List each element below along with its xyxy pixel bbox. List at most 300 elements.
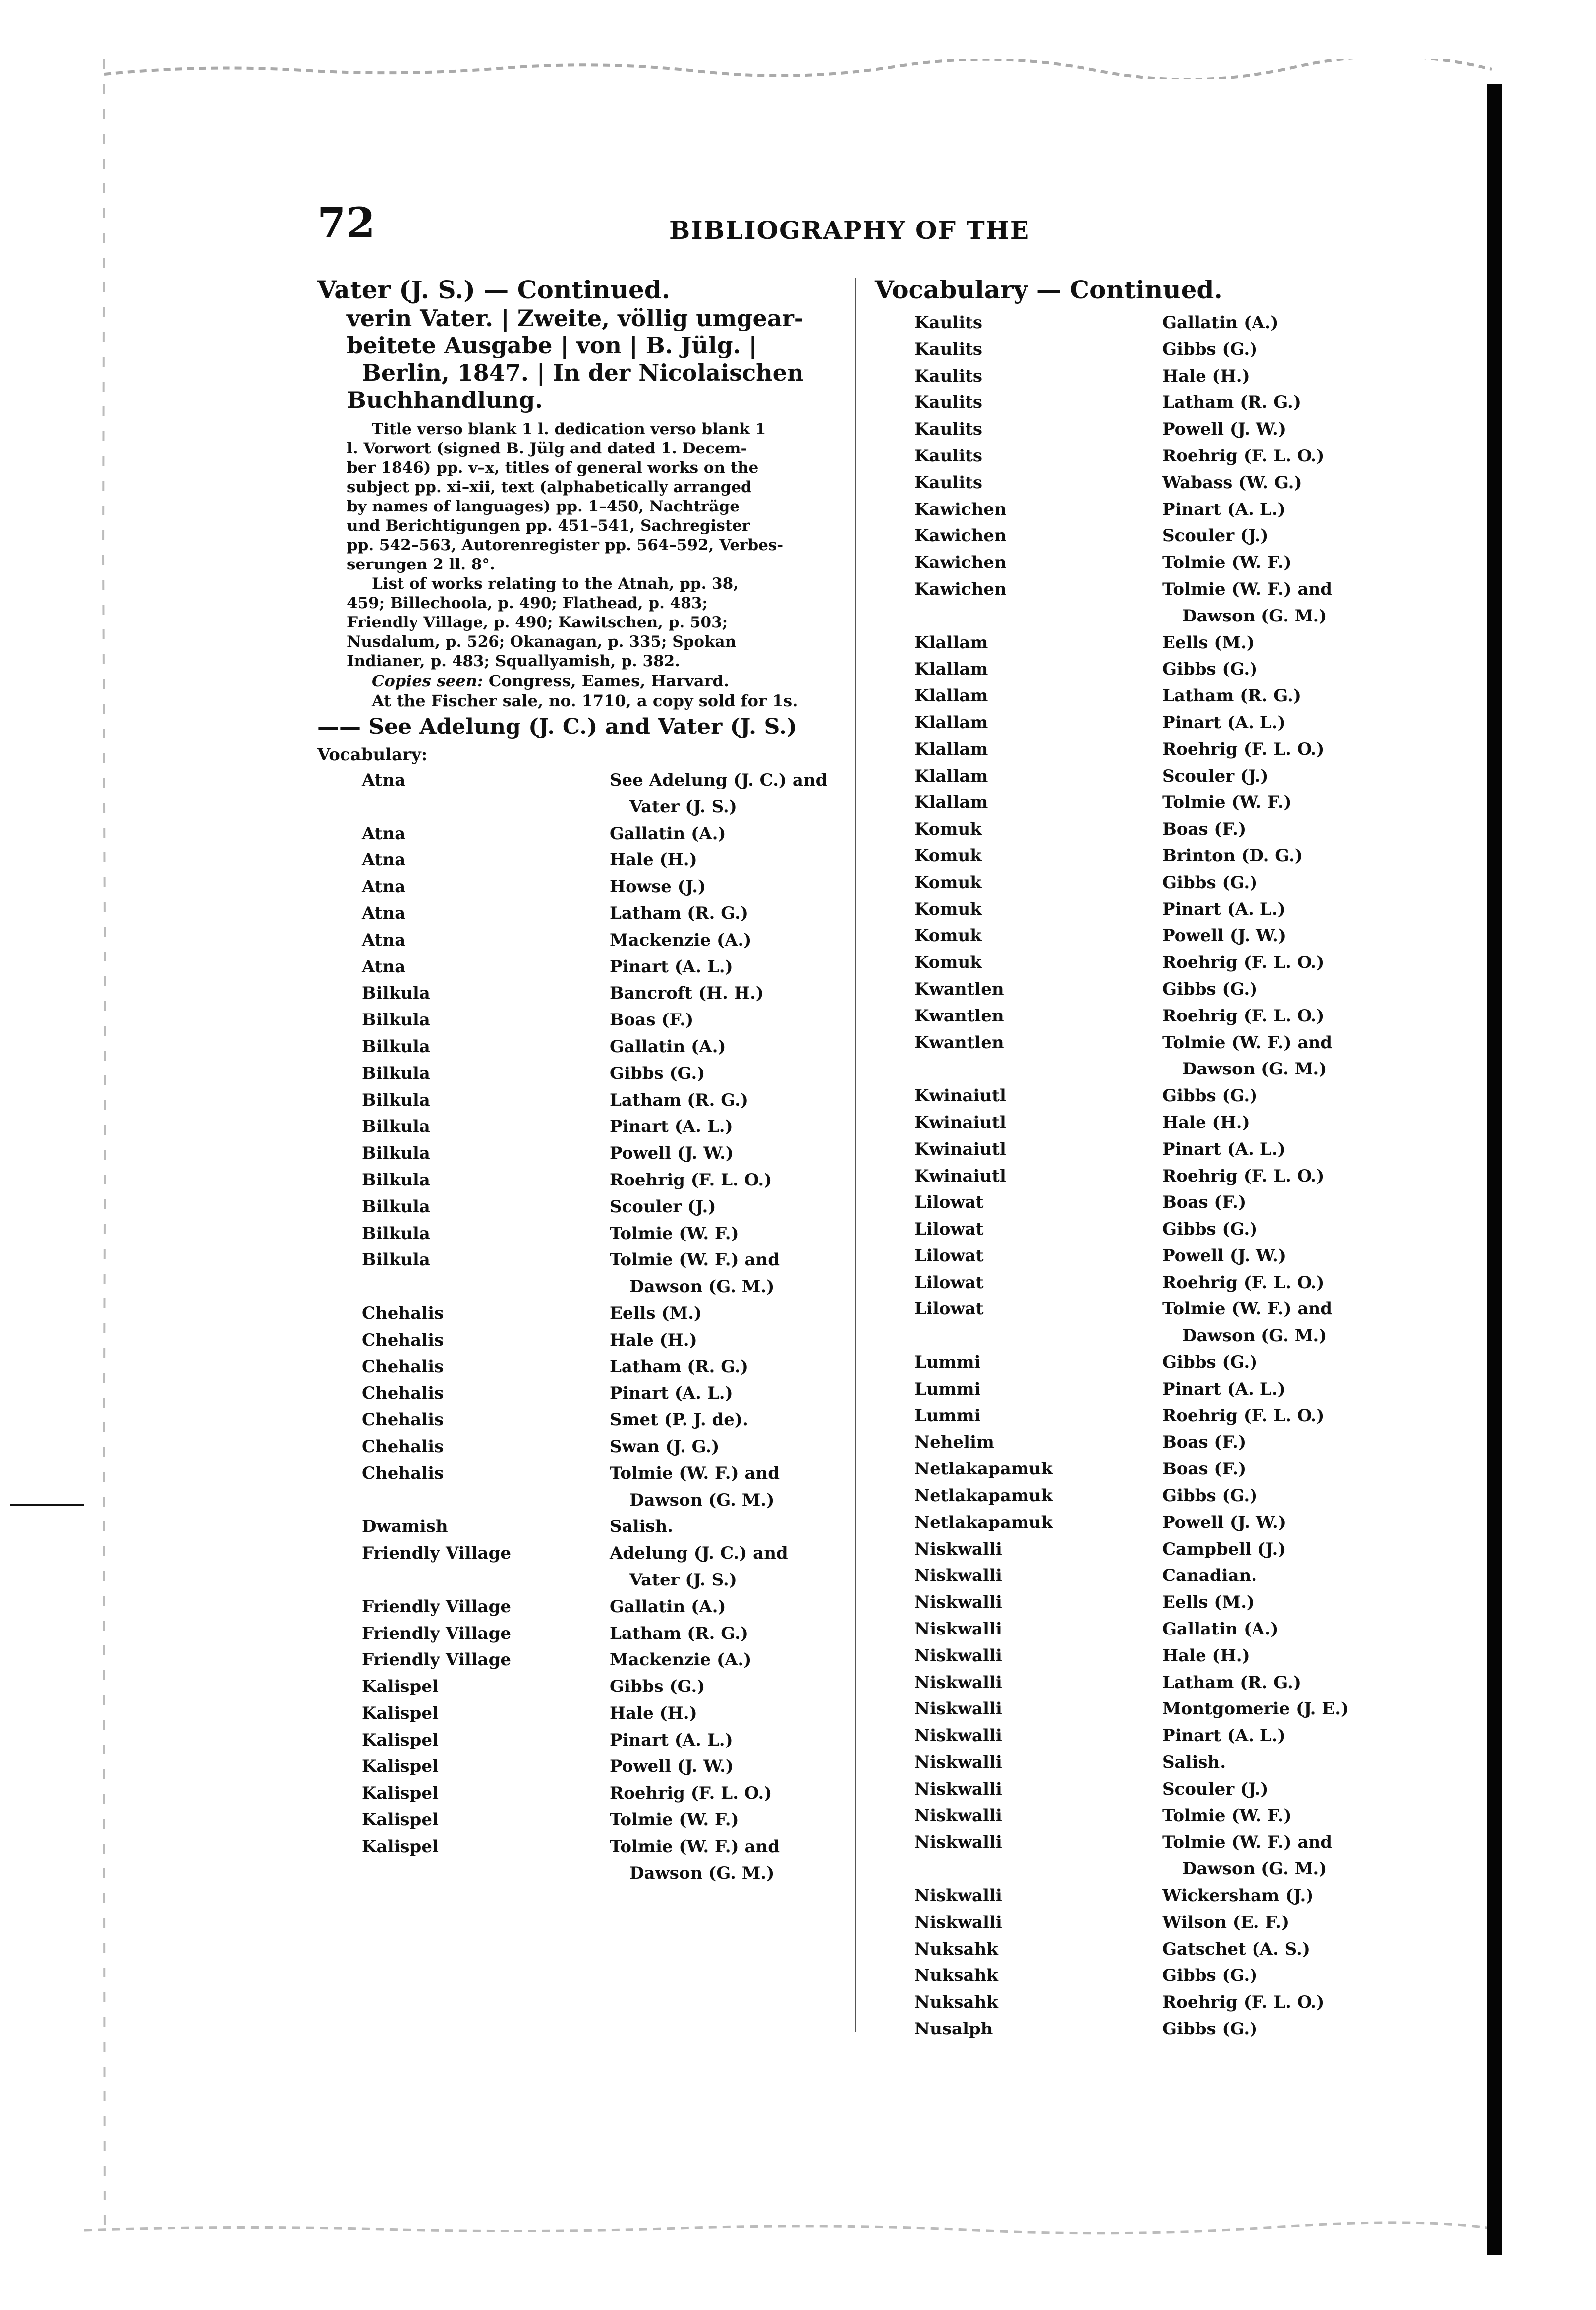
- vocabulary-row: [875, 1910, 1400, 1936]
- author-name: Boas (F.): [1162, 1432, 1247, 1453]
- vocabulary-row: [875, 363, 1400, 390]
- vocabulary-row: [875, 1589, 1400, 1616]
- vocabulary-row: [317, 980, 843, 1007]
- author-ref: [610, 1834, 780, 1887]
- vocabulary-row: [875, 1376, 1400, 1403]
- language-name: Netlakapamuk: [914, 1459, 1053, 1479]
- author-ref: [1162, 763, 1268, 790]
- page-number: 72: [317, 198, 375, 247]
- language-name: Komuk: [914, 899, 982, 919]
- language-name: Chehalis: [362, 1410, 444, 1430]
- vocabulary-label: Vocabulary:: [317, 745, 428, 765]
- author-ref: [610, 1167, 772, 1194]
- author-ref: [610, 1061, 705, 1087]
- author-continuation: Dawson (G. M.): [629, 1863, 775, 1883]
- vocabulary-row: [875, 950, 1400, 976]
- author-ref: [610, 1514, 673, 1540]
- author-ref: [1162, 416, 1286, 443]
- author-ref: [1162, 1670, 1301, 1696]
- author-ref: [1162, 1910, 1289, 1936]
- vocabulary-row: [875, 337, 1400, 363]
- language-name: Bilkula: [362, 983, 430, 1004]
- author-ref: [610, 1194, 716, 1221]
- vocabulary-row: [317, 1621, 843, 1647]
- language-name: Klallam: [914, 686, 988, 706]
- language-name: Friendly Village: [362, 1623, 511, 1643]
- vocabulary-row: [317, 1727, 843, 1754]
- language-name: Atna: [362, 903, 406, 923]
- author-ref: [610, 1407, 748, 1434]
- vocabulary-row: [875, 390, 1400, 416]
- language-name: Kawichen: [914, 499, 1007, 519]
- author-ref: [1162, 789, 1292, 816]
- author-ref: [1162, 630, 1254, 657]
- author-ref: [1162, 576, 1332, 630]
- author-name: See Adelung (J. C.) and: [610, 770, 828, 790]
- author-ref: [610, 1780, 772, 1807]
- language-name: Niskwalli: [914, 1886, 1002, 1906]
- author-name: Roehrig (F. L. O.): [1162, 1272, 1325, 1293]
- author-ref: [1162, 1616, 1279, 1643]
- language-name: Kaulits: [914, 419, 982, 440]
- author-ref: [1162, 1243, 1286, 1270]
- scan-edge-left: [99, 59, 109, 2240]
- author-name: Pinart (A. L.): [1162, 712, 1286, 732]
- language-name: Atna: [362, 957, 406, 977]
- author-ref: [610, 1034, 726, 1061]
- language-name: Nuksahk: [914, 1939, 998, 1959]
- author-name: Tolmie (W. F.) and: [1162, 1299, 1333, 1319]
- language-name: Lilowat: [914, 1272, 984, 1293]
- collation-note: by names of languages) pp. 1–450, Nachträge: [347, 498, 740, 515]
- author-name: Adelung (J. C.) and: [610, 1543, 788, 1564]
- author-name: Mackenzie (A.): [610, 1650, 752, 1670]
- collation-note: und Berichtigungen pp. 451–541, Sachregister: [347, 517, 750, 535]
- language-name: Nuksahk: [914, 1966, 998, 1986]
- author-continuation: Dawson (G. M.): [629, 1490, 775, 1510]
- author-name: Gibbs (G.): [1162, 1486, 1258, 1506]
- author-ref: [1162, 1963, 1257, 1989]
- author-name: Tolmie (W. F.): [1162, 553, 1292, 573]
- language-name: Komuk: [914, 872, 982, 893]
- vocabulary-row: [875, 1670, 1400, 1696]
- language-name: Kawichen: [914, 579, 1007, 599]
- language-name: Klallam: [914, 632, 988, 653]
- vocabulary-row: [875, 416, 1400, 443]
- author-ref: [1162, 1083, 1257, 1110]
- vocabulary-row: [875, 1749, 1400, 1776]
- language-name: Friendly Village: [362, 1650, 511, 1670]
- vocabulary-row: [875, 1350, 1400, 1376]
- copies-seen: [317, 671, 843, 691]
- vocabulary-row: [875, 1270, 1400, 1296]
- vocabulary-row: [875, 1723, 1400, 1749]
- author-ref: [1162, 1136, 1286, 1163]
- author-name: Roehrig (F. L. O.): [610, 1783, 772, 1803]
- author-name: Roehrig (F. L. O.): [1162, 446, 1325, 466]
- vocabulary-row: [875, 1403, 1400, 1430]
- vocabulary-row: [875, 576, 1400, 630]
- author-continuation: Dawson (G. M.): [1182, 606, 1327, 626]
- list-note: 459; Billechoola, p. 490; Flathead, p. 483;: [347, 594, 708, 612]
- vocabulary-row: [317, 1540, 843, 1594]
- vocabulary-row: [875, 1243, 1400, 1270]
- author-name: Boas (F.): [1162, 1459, 1247, 1479]
- language-name: Bilkula: [362, 1170, 430, 1190]
- author-name: Howse (J.): [610, 877, 706, 897]
- language-name: Niskwalli: [914, 1619, 1002, 1639]
- author-name: Montgomerie (J. E.): [1162, 1699, 1349, 1719]
- language-name: Kaulits: [914, 472, 982, 493]
- author-ref: [610, 1753, 734, 1780]
- author-name: Scouler (J.): [610, 1196, 716, 1217]
- language-name: Kalispel: [362, 1810, 439, 1830]
- author-ref: [610, 821, 726, 847]
- language-name: Bilkula: [362, 1143, 430, 1164]
- collation-note: pp. 542–563, Autorenregister pp. 564–592, Verbes-: [347, 536, 784, 554]
- vocabulary-row: [317, 901, 843, 927]
- author-name: Pinart (A. L.): [1162, 499, 1286, 519]
- vocabulary-row: [317, 1327, 843, 1354]
- scan-edge-bottom: [84, 2215, 1497, 2240]
- author-ref: [610, 1594, 726, 1621]
- author-ref: [610, 1087, 748, 1114]
- author-ref: [1162, 923, 1286, 950]
- author-ref: [1162, 1483, 1257, 1510]
- author-name: Bancroft (H. H.): [610, 983, 764, 1004]
- author-name: Roehrig (F. L. O.): [1162, 1006, 1325, 1026]
- language-name: Niskwalli: [914, 1539, 1002, 1559]
- author-name: Roehrig (F. L. O.): [1162, 739, 1325, 759]
- vocabulary-row: [317, 1061, 843, 1087]
- language-name: Kwinaiutl: [914, 1112, 1006, 1132]
- language-name: Komuk: [914, 953, 982, 973]
- vocabulary-row: [317, 1034, 843, 1061]
- language-name: Kwantlen: [914, 1032, 1004, 1053]
- vocabulary-row: [317, 1221, 843, 1247]
- language-name: Bilkula: [362, 1223, 430, 1243]
- author-ref: [1162, 1429, 1246, 1456]
- running-head: BIBLIOGRAPHY OF THE: [669, 216, 1030, 245]
- language-name: Kalispel: [362, 1703, 439, 1723]
- author-continuation: Dawson (G. M.): [1182, 1059, 1327, 1079]
- list-note: Nusdalum, p. 526; Okanagan, p. 335; Spokan: [347, 633, 737, 651]
- see-also: —— See Adelung (J. C.) and Vater (J. S.): [317, 714, 797, 739]
- author-ref: [610, 1647, 751, 1674]
- language-name: Kwinaiutl: [914, 1086, 1006, 1106]
- author-name: Gallatin (A.): [1162, 1619, 1279, 1639]
- author-name: Pinart (A. L.): [610, 1383, 733, 1404]
- author-ref: [1162, 1270, 1324, 1296]
- language-name: Klallam: [914, 766, 988, 786]
- author-continuation: Dawson (G. M.): [629, 1277, 775, 1297]
- language-name: Chehalis: [362, 1303, 444, 1323]
- author-ref: [1162, 1003, 1324, 1030]
- author-name: Wabass (W. G.): [1162, 472, 1302, 493]
- author-name: Latham (R. G.): [1162, 393, 1301, 413]
- language-name: Bilkula: [362, 1036, 430, 1057]
- right-column: [875, 275, 1400, 2043]
- language-name: Kaulits: [914, 313, 982, 333]
- language-name: Nusalph: [914, 2019, 993, 2039]
- author-continuation: Dawson (G. M.): [1182, 1326, 1327, 1346]
- vocabulary-row: [317, 1780, 843, 1807]
- vocabulary-row: [875, 736, 1400, 763]
- author-name: Powell (J. W.): [610, 1756, 734, 1777]
- vocabulary-row: [317, 1647, 843, 1674]
- vocabulary-row: [875, 656, 1400, 683]
- author-ref: [1162, 1883, 1313, 1910]
- author-ref: [610, 954, 733, 981]
- author-ref: [1162, 470, 1302, 497]
- author-name: Tolmie (W. F.): [1162, 1805, 1292, 1826]
- author-ref: [1162, 1510, 1286, 1536]
- language-name: Niskwalli: [914, 1805, 1002, 1826]
- author-ref: [610, 1540, 788, 1594]
- vocabulary-row: [317, 1007, 843, 1034]
- language-name: Chehalis: [362, 1330, 444, 1350]
- language-name: Kawichen: [914, 526, 1007, 546]
- author-name: Pinart (A. L.): [610, 1730, 733, 1750]
- vocabulary-row: [317, 821, 843, 847]
- author-ref: [1162, 523, 1268, 550]
- author-name: Gibbs (G.): [1162, 1966, 1258, 1986]
- author-name: Swan (J. G.): [610, 1436, 720, 1457]
- collation-note: l. Vorwort (signed B. Jülg and dated 1. Decem-: [347, 440, 747, 457]
- vocabulary-row: [875, 870, 1400, 897]
- vocabulary-row: [317, 1594, 843, 1621]
- author-name: Roehrig (F. L. O.): [1162, 1406, 1325, 1426]
- author-name: Latham (R. G.): [610, 903, 748, 923]
- vocabulary-row: [875, 1776, 1400, 1803]
- vocabulary-row: [317, 847, 843, 874]
- vocabulary-row: [317, 1753, 843, 1780]
- language-name: Kaulits: [914, 446, 982, 466]
- author-name: Pinart (A. L.): [610, 957, 733, 977]
- author-ref: [1162, 1163, 1324, 1190]
- author-name: Gallatin (A.): [1162, 313, 1279, 333]
- author-name: Latham (R. G.): [610, 1356, 748, 1377]
- author-ref: [1162, 1749, 1226, 1776]
- language-name: Chehalis: [362, 1383, 444, 1404]
- language-name: Niskwalli: [914, 1912, 1002, 1932]
- vocabulary-row: [317, 1461, 843, 1514]
- language-name: Niskwalli: [914, 1699, 1002, 1719]
- author-name: Gallatin (A.): [610, 823, 726, 844]
- author-ref: [1162, 1350, 1257, 1376]
- author-name: Mackenzie (A.): [610, 930, 752, 950]
- language-name: Kwinaiutl: [914, 1166, 1006, 1186]
- vocabulary-row: [317, 1194, 843, 1221]
- author-name: Pinart (A. L.): [1162, 1379, 1286, 1399]
- author-name: Boas (F.): [1162, 819, 1247, 840]
- author-ref: [1162, 1696, 1349, 1723]
- language-name: Atna: [362, 823, 406, 844]
- author-ref: [610, 847, 697, 874]
- author-name: Hale (H.): [1162, 1112, 1250, 1132]
- author-ref: [1162, 390, 1301, 416]
- vocabulary-row: [875, 1030, 1400, 1083]
- author-name: Scouler (J.): [1162, 766, 1269, 786]
- language-name: Kaulits: [914, 339, 982, 359]
- author-ref: [1162, 1110, 1250, 1136]
- author-name: Gallatin (A.): [610, 1596, 726, 1617]
- author-name: Hale (H.): [610, 1330, 697, 1350]
- language-name: Niskwalli: [914, 1672, 1002, 1692]
- author-ref: [1162, 1456, 1246, 1483]
- author-name: Tolmie (W. F.) and: [610, 1250, 780, 1270]
- language-name: Kaulits: [914, 393, 982, 413]
- author-name: Salish.: [610, 1517, 674, 1537]
- author-ref: [1162, 1563, 1257, 1589]
- vocabulary-row: [875, 1883, 1400, 1910]
- author-name: Hale (H.): [1162, 366, 1250, 386]
- vocabulary-row: [875, 443, 1400, 470]
- language-name: Komuk: [914, 819, 982, 840]
- author-ref: [1162, 843, 1303, 870]
- author-ref: [610, 874, 706, 901]
- author-name: Gibbs (G.): [1162, 1086, 1258, 1106]
- author-ref: [610, 1380, 733, 1407]
- author-name: Gibbs (G.): [1162, 339, 1258, 359]
- author-name: Roehrig (F. L. O.): [1162, 953, 1325, 973]
- right-heading: Vocabulary — Continued.: [875, 275, 1223, 304]
- vocabulary-row: [875, 1696, 1400, 1723]
- author-ref: [1162, 1189, 1246, 1216]
- vocabulary-row: [317, 927, 843, 954]
- vocabulary-row: [875, 976, 1400, 1003]
- author-ref: [1162, 497, 1286, 523]
- copies-label: Copies seen:: [372, 672, 483, 690]
- language-name: Lummi: [914, 1352, 981, 1373]
- author-name: Roehrig (F. L. O.): [1162, 1992, 1325, 2013]
- author-name: Latham (R. G.): [1162, 686, 1301, 706]
- title-line: Buchhandlung.: [347, 387, 543, 413]
- language-name: Klallam: [914, 792, 988, 813]
- author-name: Eells (M.): [1162, 1592, 1255, 1613]
- title-line: Berlin, 1847. | In der Nicolaischen: [362, 359, 804, 386]
- author-name: Gibbs (G.): [610, 1063, 705, 1083]
- author-name: Tolmie (W. F.): [1162, 792, 1292, 813]
- language-name: Niskwalli: [914, 1779, 1002, 1799]
- vocabulary-row: [875, 1296, 1400, 1350]
- author-name: Latham (R. G.): [610, 1090, 748, 1110]
- author-ref: [1162, 1589, 1254, 1616]
- author-name: Tolmie (W. F.) and: [1162, 1032, 1333, 1053]
- author-name: Gibbs (G.): [610, 1677, 705, 1697]
- author-ref: [610, 1354, 748, 1381]
- author-name: Tolmie (W. F.) and: [610, 1836, 780, 1857]
- author-ref: [610, 1461, 780, 1514]
- author-continuation: Dawson (G. M.): [1182, 1859, 1327, 1879]
- author-name: Salish.: [1162, 1752, 1226, 1773]
- author-ref: [1162, 1643, 1250, 1670]
- vocabulary-row: [875, 1003, 1400, 1030]
- vocabulary-row: [875, 683, 1400, 710]
- collation-note: Title verso blank 1 l. dedication verso blank 1: [372, 420, 766, 438]
- language-name: Niskwalli: [914, 1832, 1002, 1853]
- author-name: Boas (F.): [1162, 1192, 1247, 1213]
- vocabulary-row: [875, 763, 1400, 790]
- vocabulary-row: [875, 789, 1400, 816]
- author-name: Gibbs (G.): [1162, 1352, 1258, 1373]
- author-ref: [610, 1327, 697, 1354]
- author-ref: [1162, 310, 1279, 337]
- author-name: Brinton (D. G.): [1162, 845, 1303, 866]
- language-name: Niskwalli: [914, 1726, 1002, 1746]
- author-name: Gatschet (A. S.): [1162, 1939, 1310, 1959]
- language-name: Chehalis: [362, 1463, 444, 1483]
- author-ref: [610, 1674, 705, 1700]
- language-name: Kalispel: [362, 1836, 439, 1857]
- author-name: Eells (M.): [1162, 632, 1255, 653]
- language-name: Niskwalli: [914, 1592, 1002, 1613]
- language-name: Lummi: [914, 1379, 981, 1399]
- author-name: Gibbs (G.): [1162, 979, 1258, 999]
- author-name: Powell (J. W.): [1162, 926, 1286, 946]
- author-ref: [1162, 363, 1250, 390]
- language-name: Kwantlen: [914, 1006, 1004, 1026]
- author-ref: [1162, 1216, 1257, 1243]
- vocabulary-row: [317, 1807, 843, 1834]
- language-name: Bilkula: [362, 1063, 430, 1083]
- author-name: Powell (J. W.): [1162, 1245, 1286, 1266]
- author-continuation: Vater (J. S.): [629, 1570, 737, 1590]
- author-ref: [610, 1114, 733, 1140]
- language-name: Nehelim: [914, 1432, 994, 1453]
- vocabulary-row: [317, 1380, 843, 1407]
- author-name: Latham (R. G.): [1162, 1672, 1301, 1692]
- language-name: Atna: [362, 850, 406, 870]
- author-ref: [1162, 1536, 1286, 1563]
- vocabulary-row: [875, 843, 1400, 870]
- author-ref: [1162, 950, 1324, 976]
- list-note: Indianer, p. 483; Squallyamish, p. 382.: [347, 652, 680, 670]
- vocabulary-row: [875, 1189, 1400, 1216]
- author-ref: [1162, 337, 1257, 363]
- author-name: Hale (H.): [610, 850, 697, 870]
- language-name: Bilkula: [362, 1090, 430, 1110]
- language-name: Klallam: [914, 739, 988, 759]
- language-name: Atna: [362, 877, 406, 897]
- vocabulary-row: [317, 874, 843, 901]
- author-name: Campbell (J.): [1162, 1539, 1286, 1559]
- vocabulary-row: [317, 954, 843, 981]
- language-name: Kaulits: [914, 366, 982, 386]
- language-name: Bilkula: [362, 1250, 430, 1270]
- language-name: Netlakapamuk: [914, 1512, 1053, 1532]
- language-name: Atna: [362, 770, 406, 790]
- language-name: Friendly Village: [362, 1596, 511, 1617]
- language-name: Kalispel: [362, 1677, 439, 1697]
- author-ref: [610, 1434, 719, 1461]
- language-name: Klallam: [914, 712, 988, 732]
- language-name: Niskwalli: [914, 1752, 1002, 1773]
- author-ref: [610, 1140, 734, 1167]
- author-ref: [1162, 976, 1257, 1003]
- vocabulary-row: [875, 470, 1400, 497]
- language-name: Netlakapamuk: [914, 1486, 1053, 1506]
- author-ref: [1162, 710, 1286, 736]
- vocabulary-row: [875, 1616, 1400, 1643]
- left-vocabulary-list: [317, 767, 843, 1887]
- vocabulary-row: [875, 923, 1400, 950]
- language-name: Friendly Village: [362, 1543, 511, 1564]
- collation-note: serungen 2 ll. 8°.: [347, 556, 495, 573]
- author-ref: [1162, 1723, 1286, 1749]
- vocabulary-row: [317, 1114, 843, 1140]
- vocabulary-row: [875, 1163, 1400, 1190]
